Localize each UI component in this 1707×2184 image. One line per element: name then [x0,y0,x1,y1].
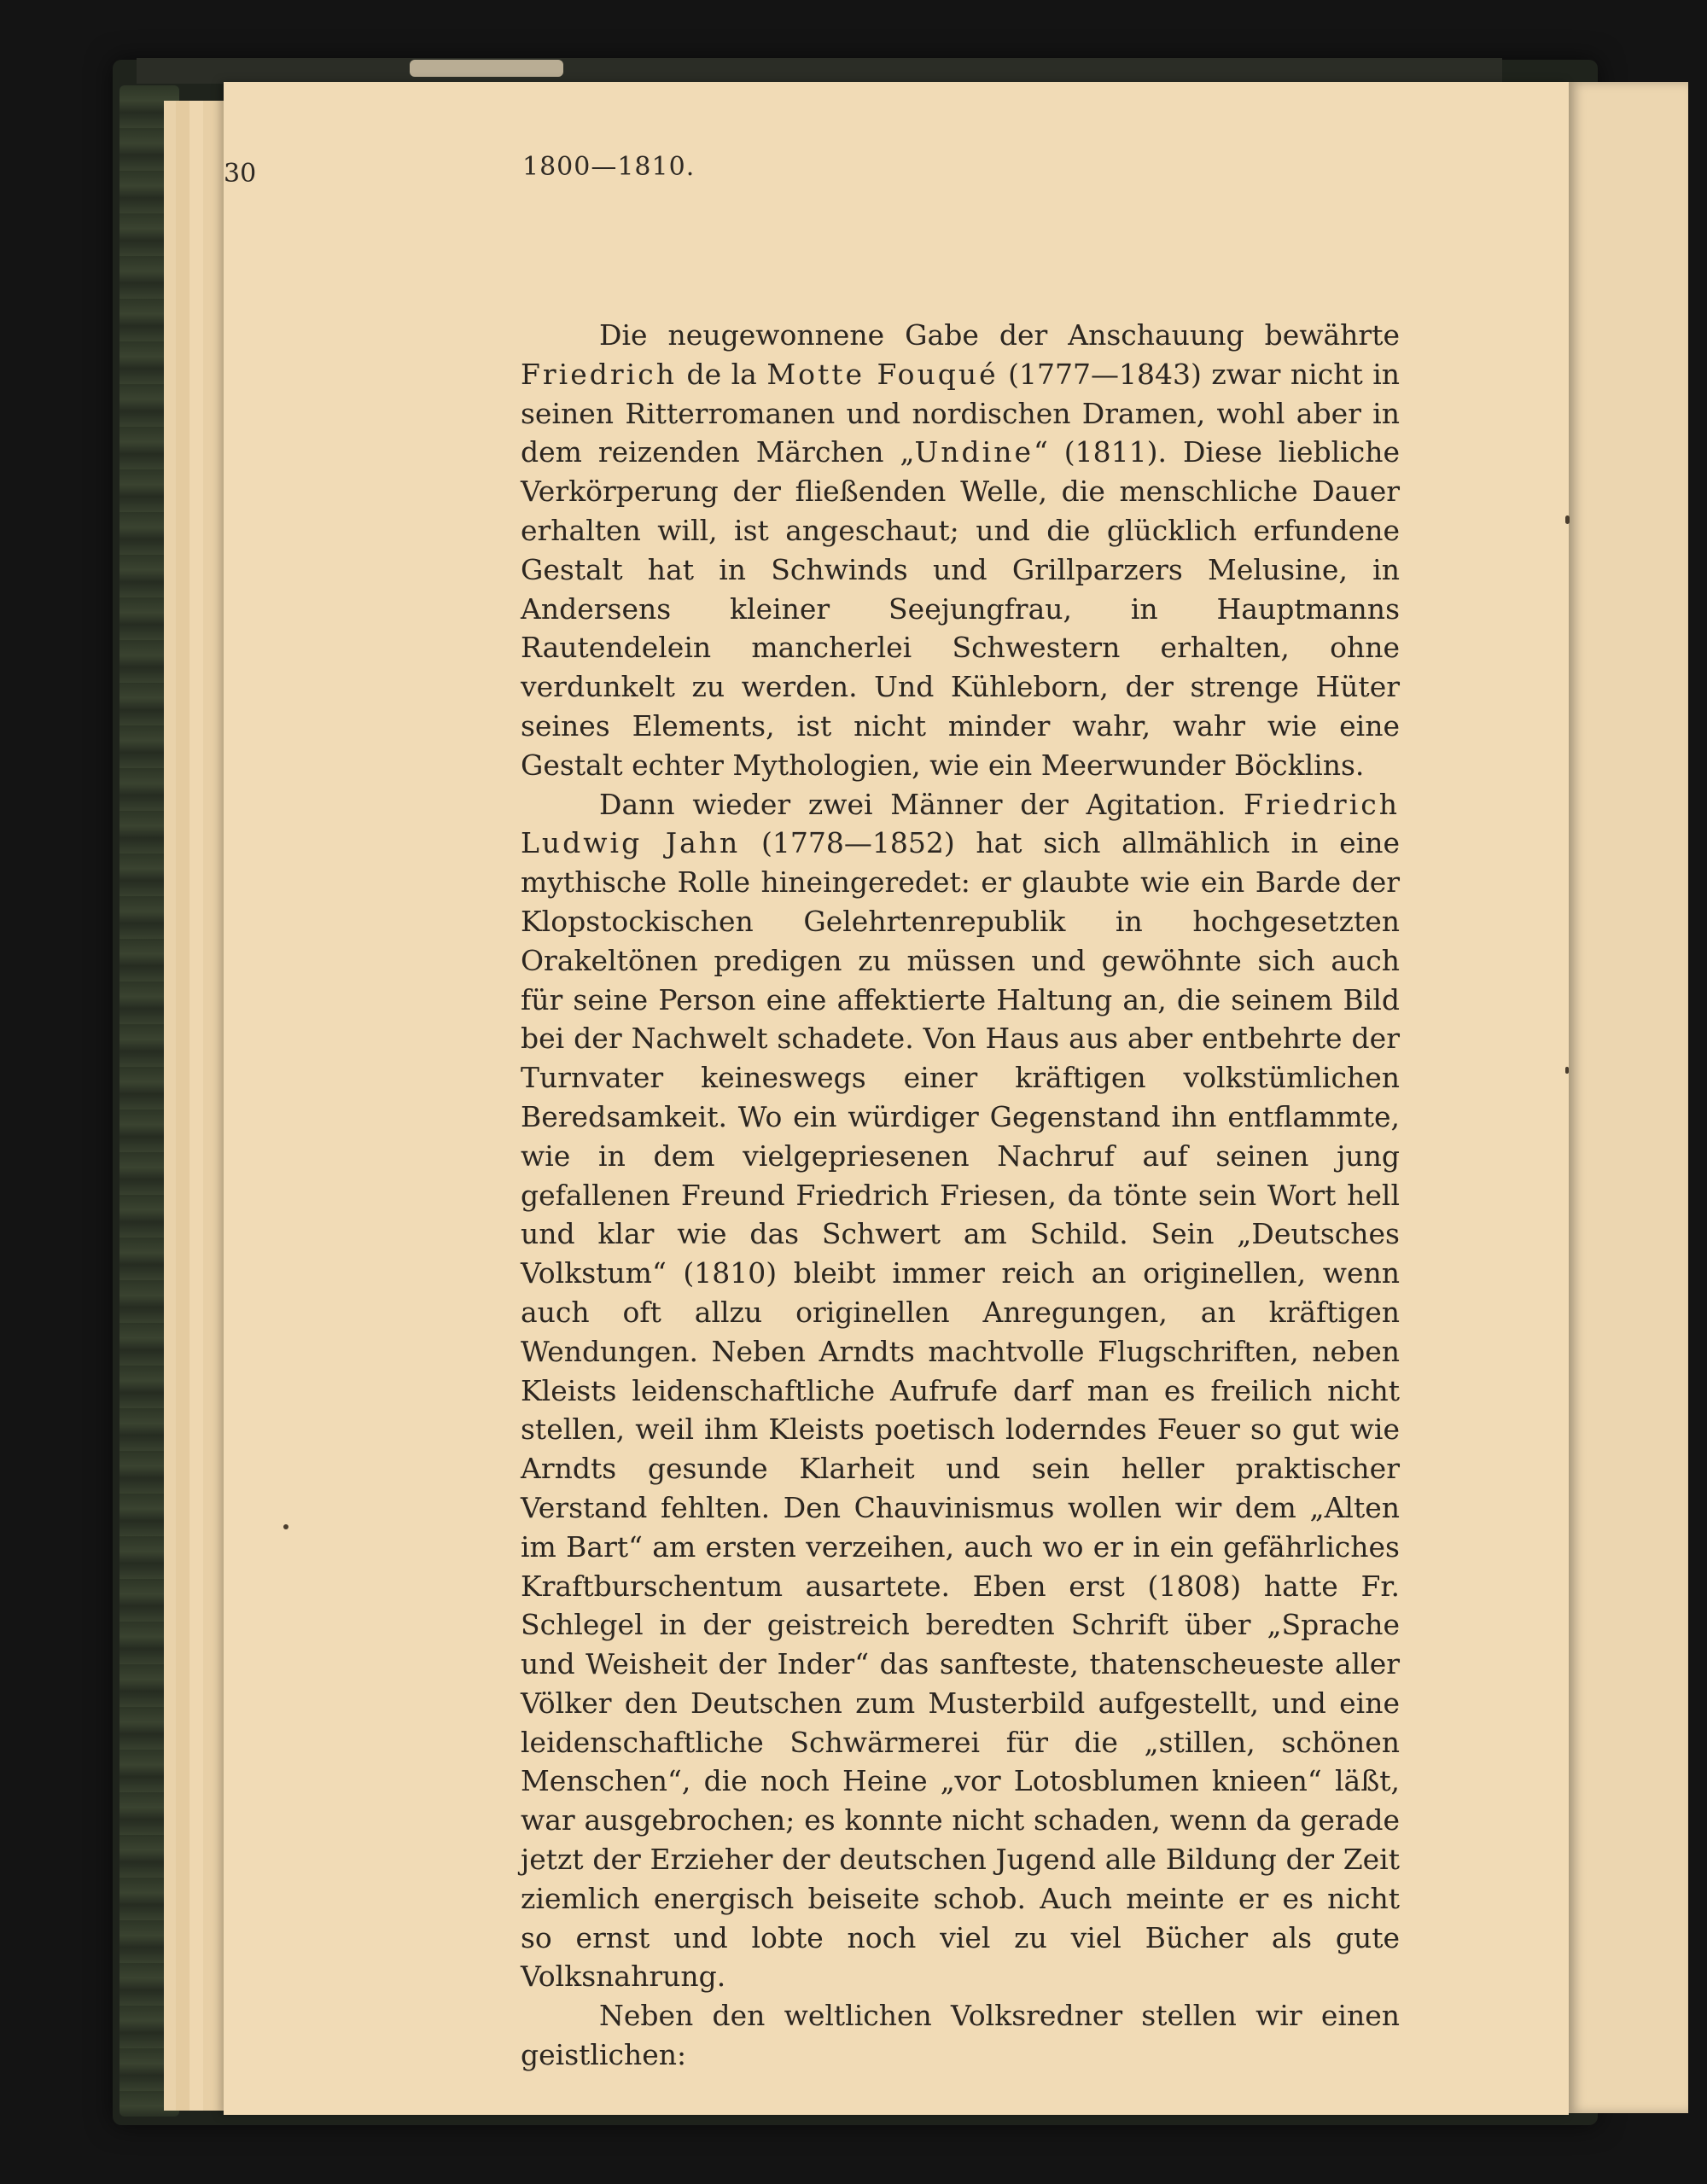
torn-cover-patch [410,60,563,77]
paper-speck [1565,1067,1569,1074]
running-head: 1800—1810. [522,152,696,182]
name-spaced: Friedrich Ludwig Jahn [521,787,1400,860]
page-number: 30 [224,159,257,189]
paragraph-fouque [521,316,1400,785]
text-run: “ (1811). Diese liebliche Verkörperung der fließenden Welle, die menschliche Dauer erhalten will, ist angeschaut; und die glücklich erfundene Gestalt hat in Schwinds und Grillparzers Melusine, in Andersens kleiner Seejungfrau, in Hauptmanns Rautendelein mancherlei Schwestern erhalten, ohne verdunkelt zu werden. Und Kühleborn, der strenge Hüter seines Elements, ist nicht minder wahr, wahr wie eine Gestalt echter Mythologien, wie ein Meerwunder Böcklins. [521,435,1400,782]
body-text [521,316,1400,2075]
paper-speck [283,1524,288,1529]
paragraph-closing [521,1996,1400,2075]
facing-page-edge [1569,82,1688,2113]
text-run: de la [676,357,767,391]
page-stack-edge [203,101,224,2111]
paragraph-jahn [521,785,1400,1997]
title-spaced: Undine [914,435,1034,469]
text-run: Die neugewonnene Gabe der Anschauung bewährte [599,318,1400,352]
text-run: (1778—1852) hat sich allmählich in eine mythische Rolle hineingeredet: er glaubte wie ein Barde der Klopstockischen Gelehrtenrepublik in hochgesetzten Orakeltönen predigen zu müssen und gewöhnte sich auch für seine Person eine affektierte Haltung an, die seinem Bild bei der Nachwelt schadete. Von Haus aus aber entbehrte der Turnvater keineswegs einer kräftigen volkstümlichen Beredsamkeit. Wo ein würdiger Gegenstand ihn entflammte, wie in dem vielgepriesenen Nachruf auf seinen jung gefallenen Freund Friedrich Friesen, da tönte sein Wort hell und klar wie das Schwert am Schild. Sein „Deutsches Volkstum“ (1810) bleibt immer reich an originellen, wenn auch oft allzu originellen Anregungen, an kräftigen Wendungen. Neben Arndts machtvolle Flugschriften, neben Kleists leidenschaftliche Aufrufe darf man es freilich nicht stellen, weil ihm Kleists poetisch loderndes Feuer so gut wie Arndts gesunde Klarheit und sein heller praktischer Verstand fehlten. Den Chauvinismus wollen wir dem „Alten im Bart“ am ersten verzeihen, auch wo er in ein gefährliches Kraftburschentum ausartete. Eben erst (1808) hatte Fr. Schlegel in der geistreich beredten Schrift über „Sprache und Weisheit der Inder“ das sanfteste, thatenscheueste aller Völker den Deutschen zum Musterbild aufgestellt, und eine leidenschaftliche Schwärmerei für die „stillen, schönen Menschen“, die noch Heine „vor Lotosblumen knieen“ läßt, war ausgebrochen; es konnte nicht schaden, wenn da gerade jetzt der Erzieher der deutschen Jugend alle Bildung der Zeit ziemlich energisch beiseite schob. Auch meinte er es nicht so ernst und lobte noch viel zu viel Bücher als gute Volksnahrung. [521,826,1400,1994]
page-header [224,152,1400,210]
name-spaced: Friedrich [521,357,677,391]
text-run: (1777—1843) zwar nicht in seinen Ritterromanen und nordischen Dramen, wohl aber in dem reizenden Märchen „ [521,357,1400,469]
text-run: Dann wieder zwei Männer der Agitation. [599,787,1244,821]
paper-speck [1565,515,1570,524]
text-run: Neben den weltlichen Volksredner stellen wir einen geistlichen: [521,1999,1400,2072]
name-spaced: Motte Fouqué [766,357,999,391]
cover-top-edge [137,58,1502,84]
